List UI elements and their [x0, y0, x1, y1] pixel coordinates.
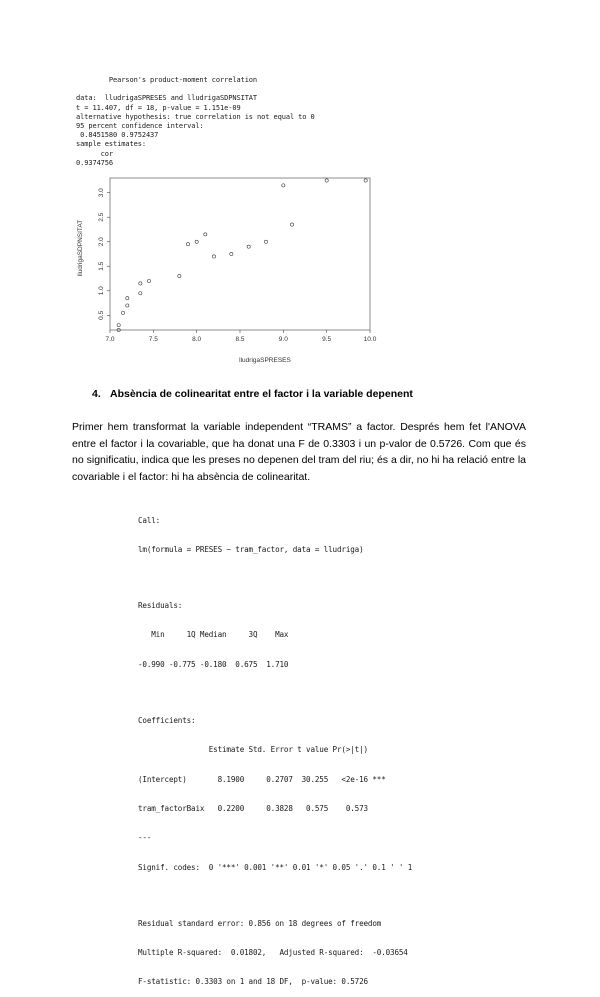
- x-tick-label: 10.0: [363, 336, 377, 343]
- y-tick-label: 3.0: [98, 188, 105, 198]
- plot-box: [110, 178, 370, 330]
- scatter-point: [212, 255, 215, 258]
- pearson-line: sample estimates:: [76, 140, 146, 149]
- x-tick-label: 8.0: [192, 336, 202, 343]
- lm-residuals-header: Residuals:: [138, 600, 183, 610]
- section-heading: [92, 388, 413, 400]
- x-tick-label: 9.5: [322, 336, 332, 343]
- scatter-point: [204, 233, 207, 236]
- section-number: 4.: [92, 388, 101, 400]
- scatter-point: [264, 240, 267, 243]
- lm-separator: ---: [138, 833, 152, 843]
- scatter-point: [230, 252, 233, 255]
- pearson-line: t = 11.407, df = 18, p-value = 1.151e-09: [76, 103, 241, 112]
- scatter-point: [325, 179, 328, 182]
- lm-r-squared: Multiple R-squared: 0.01802, Adjusted R-squared: -0.03654: [138, 948, 408, 958]
- pearson-line: cor: [76, 149, 114, 158]
- pearson-line: Pearson's product-moment correlation: [76, 76, 258, 84]
- pearson-line: 95 percent confidence interval:: [76, 122, 204, 131]
- scatter-point: [139, 282, 142, 285]
- lm-coef-columns: Estimate Std. Error t value Pr(>|t|): [138, 745, 368, 755]
- lm-residuals-values: -0.990 -0.775 -0.180 0.675 1.710: [138, 659, 289, 669]
- y-tick-label: 0.5: [98, 310, 105, 320]
- y-axis-label: lludrigaSDPNSITAT: [77, 219, 84, 277]
- lm-call-header: Call:: [138, 515, 161, 525]
- lm-coef-row-intercept: (Intercept) 8.1900 0.2707 30.255 <2e-16 ***: [138, 774, 386, 784]
- plot-points: [117, 179, 367, 332]
- lm-call: lm(formula = PRESES ~ tram_factor, data = lludriga): [138, 544, 364, 554]
- scatter-point: [117, 323, 120, 326]
- x-axis-label: lludrigaSPRESES: [239, 357, 291, 364]
- section-title: Absència de colinearitat entre el factor i la variable depenent: [110, 388, 413, 400]
- y-tick-label: 2.5: [98, 212, 105, 222]
- scatter-point: [364, 179, 367, 182]
- pearson-line: 0.9374756: [76, 158, 114, 167]
- scatter-plot: [70, 170, 390, 370]
- scatter-point: [282, 184, 285, 187]
- scatter-point: [147, 279, 150, 282]
- scatter-point: [247, 245, 250, 248]
- scatter-point: [126, 304, 129, 307]
- scatter-point: [186, 243, 189, 246]
- lm-residual-se: Residual standard error: 0.856 on 18 degrees of freedom: [138, 918, 382, 928]
- lm-residuals-labels: Min 1Q Median 3Q Max: [138, 630, 289, 640]
- plot-ticks: [98, 188, 377, 343]
- x-tick-label: 7.5: [148, 336, 158, 343]
- x-tick-label: 7.0: [105, 336, 115, 343]
- lm-f-statistic: F-statistic: 0.3303 on 1 and 18 DF, p-value: 0.5726: [138, 977, 368, 987]
- scatter-point: [290, 223, 293, 226]
- pearson-line: [76, 85, 376, 94]
- y-tick-label: 1.0: [98, 286, 105, 296]
- plot-frame: [110, 178, 370, 330]
- pearson-line: data: lludrigaSPRESES and lludrigaSDPNSITAT: [76, 94, 258, 103]
- x-tick-label: 9.0: [278, 336, 288, 343]
- y-tick-label: 2.0: [98, 237, 105, 247]
- lm-coef-row-tram: tram_factorBaix 0.2200 0.3828 0.575 0.573: [138, 803, 368, 813]
- pearson-line: 0.8451580 0.9752437: [76, 131, 159, 140]
- scatter-point: [121, 311, 124, 314]
- scatter-point: [195, 240, 198, 243]
- body-paragraph: Primer hem transformat la variable independent “TRAMS” a factor. Després hem fet l'ANOVA entre el factor i la covariable, que ha donat una F de 0.3303 i un p-valor de 0.5726. Com que és no significatiu, indica que les preses no depenen del tram del riu; és a dir, no hi ha relació entre la covariable i el factor: hi ha absència de colinearitat.: [72, 421, 526, 483]
- pearson-line: alternative hypothesis: true correlation is not equal to 0: [76, 112, 315, 121]
- lm-model-output: [138, 496, 458, 997]
- scatter-point: [126, 297, 129, 300]
- y-tick-label: 1.5: [98, 261, 105, 271]
- scatter-point: [139, 292, 142, 295]
- x-tick-label: 8.5: [235, 336, 245, 343]
- lm-coefficients-header: Coefficients:: [138, 715, 196, 725]
- scatter-point: [178, 274, 181, 277]
- pearson-correlation-output: [76, 76, 376, 168]
- lm-signif-codes: Signif. codes: 0 '***' 0.001 '**' 0.01 '*' 0.05 '.' 0.1 ' ' 1: [138, 862, 413, 872]
